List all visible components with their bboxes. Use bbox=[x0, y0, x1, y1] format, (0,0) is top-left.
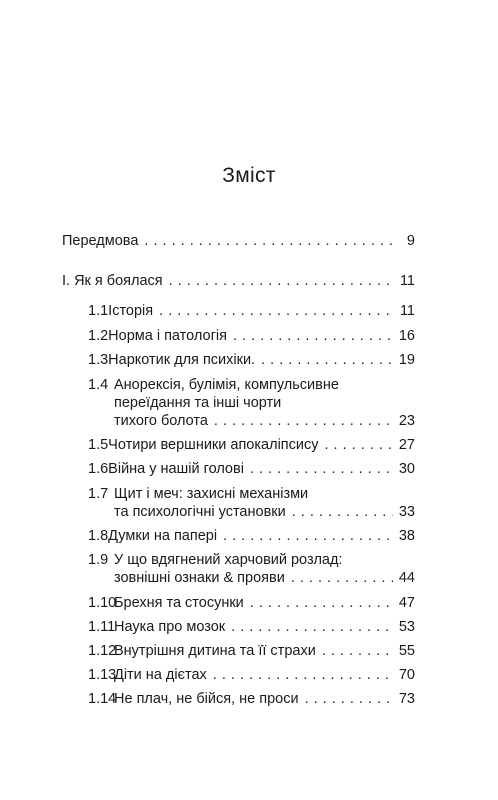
toc-entry-text: І. Як я боялася bbox=[62, 273, 163, 289]
toc-entry-text: Війна у нашій голові bbox=[108, 461, 244, 477]
toc-entry-text: Внутрішня дитина та її страхи bbox=[114, 643, 316, 659]
toc-entry-text: Передмова bbox=[62, 233, 139, 249]
toc-entry-text: Історія bbox=[108, 303, 154, 319]
toc-page-number: 19 bbox=[398, 352, 415, 368]
dot-leader bbox=[291, 569, 393, 587]
toc-entry-text-line: Щит і меч: захисні механізми bbox=[114, 486, 309, 502]
toc-page-number: 27 bbox=[398, 437, 415, 453]
toc-page-number: 47 bbox=[398, 595, 415, 611]
toc-page-number: 55 bbox=[398, 643, 415, 659]
toc-entry bbox=[88, 485, 415, 521]
toc-entry bbox=[62, 232, 415, 250]
toc-entry-number: 1.6 bbox=[88, 461, 109, 477]
dot-leader bbox=[214, 412, 393, 430]
toc-entry-number: 1.10 bbox=[88, 595, 117, 611]
dot-leader bbox=[322, 642, 393, 660]
dot-leader bbox=[325, 436, 394, 454]
dot-leader bbox=[223, 527, 393, 545]
toc-entry bbox=[62, 272, 415, 290]
dot-leader bbox=[292, 503, 393, 521]
toc-entry-text-line: Анорексія, булімія, компульсивне bbox=[114, 377, 339, 393]
toc-entry-text: Брехня та стосунки bbox=[114, 595, 244, 611]
toc-entry-text: тихого болота bbox=[114, 413, 208, 429]
toc-page-number: 70 bbox=[398, 667, 415, 683]
toc-page-number: 38 bbox=[398, 528, 415, 544]
toc-page-number: 73 bbox=[398, 691, 415, 707]
toc-entry bbox=[88, 376, 415, 430]
toc-entry-text: та психологічні установки bbox=[114, 504, 286, 520]
toc-page-number: 53 bbox=[398, 619, 415, 635]
toc-entry-number: 1.5 bbox=[88, 437, 109, 453]
toc-page-number: 30 bbox=[398, 461, 415, 477]
dot-leader bbox=[169, 272, 393, 290]
dot-leader bbox=[250, 460, 393, 478]
toc-entry-number: 1.13 bbox=[88, 667, 117, 683]
toc-entry bbox=[88, 642, 415, 660]
toc-entry-text-line: переїдання та інші чорти bbox=[114, 395, 282, 411]
toc-entry-text: Чотири вершники апокаліпсису bbox=[108, 437, 319, 453]
toc-page-number: 44 bbox=[398, 570, 415, 586]
dot-leader bbox=[305, 690, 393, 708]
toc-page-number: 11 bbox=[399, 273, 415, 289]
toc-entry-text: Норма і патологія bbox=[108, 328, 227, 344]
toc-entry-number: 1.9 bbox=[88, 552, 109, 568]
toc-entry-number: 1.14 bbox=[88, 691, 117, 707]
toc-page-number: 23 bbox=[398, 413, 415, 429]
toc-page-number: 11 bbox=[399, 303, 415, 319]
toc-entry bbox=[88, 527, 415, 545]
toc-page-number: 9 bbox=[406, 233, 415, 249]
toc-page-number: 16 bbox=[398, 328, 415, 344]
toc-entry-number: 1.8 bbox=[88, 528, 109, 544]
toc-entry-number: 1.12 bbox=[88, 643, 117, 659]
toc-entry bbox=[88, 690, 415, 708]
toc-entry bbox=[88, 666, 415, 684]
toc-entry-number: 1.3 bbox=[88, 352, 109, 368]
toc-entry-text: Не плач, не бійся, не проси bbox=[114, 691, 299, 707]
toc-entry-number: 1.11 bbox=[88, 619, 116, 635]
toc-entry bbox=[88, 618, 415, 636]
toc-entry bbox=[88, 460, 415, 478]
toc-entry bbox=[88, 302, 415, 320]
toc-entry bbox=[88, 351, 415, 369]
dot-leader bbox=[250, 594, 393, 612]
toc-entry-text-line: У що вдягнений харчовий розлад: bbox=[114, 552, 343, 568]
toc-entry bbox=[88, 327, 415, 345]
toc-title: Зміст bbox=[222, 164, 276, 187]
toc-page-number: 33 bbox=[398, 504, 415, 520]
dot-leader bbox=[233, 327, 393, 345]
dot-leader bbox=[213, 666, 393, 684]
toc-entry-text: Думки на папері bbox=[108, 528, 218, 544]
dot-leader bbox=[144, 232, 393, 250]
dot-leader bbox=[231, 618, 393, 636]
toc-entry-text: Наркотик для психіки. bbox=[108, 352, 256, 368]
toc-entry-text: зовнішні ознаки & прояви bbox=[114, 570, 285, 586]
toc-entry-number: 1.1 bbox=[88, 303, 109, 319]
toc-entry-text: Наука про мозок bbox=[114, 619, 226, 635]
toc-entry bbox=[88, 551, 415, 587]
toc-entry-text: Діти на дієтах bbox=[114, 667, 207, 683]
toc-entry bbox=[88, 594, 415, 612]
toc-entry bbox=[88, 436, 415, 454]
dot-leader bbox=[261, 351, 393, 369]
toc-entry-number: 1.2 bbox=[88, 328, 109, 344]
toc-entry-number: 1.7 bbox=[88, 486, 109, 502]
toc-entry-number: 1.4 bbox=[88, 377, 109, 393]
dot-leader bbox=[159, 302, 393, 320]
